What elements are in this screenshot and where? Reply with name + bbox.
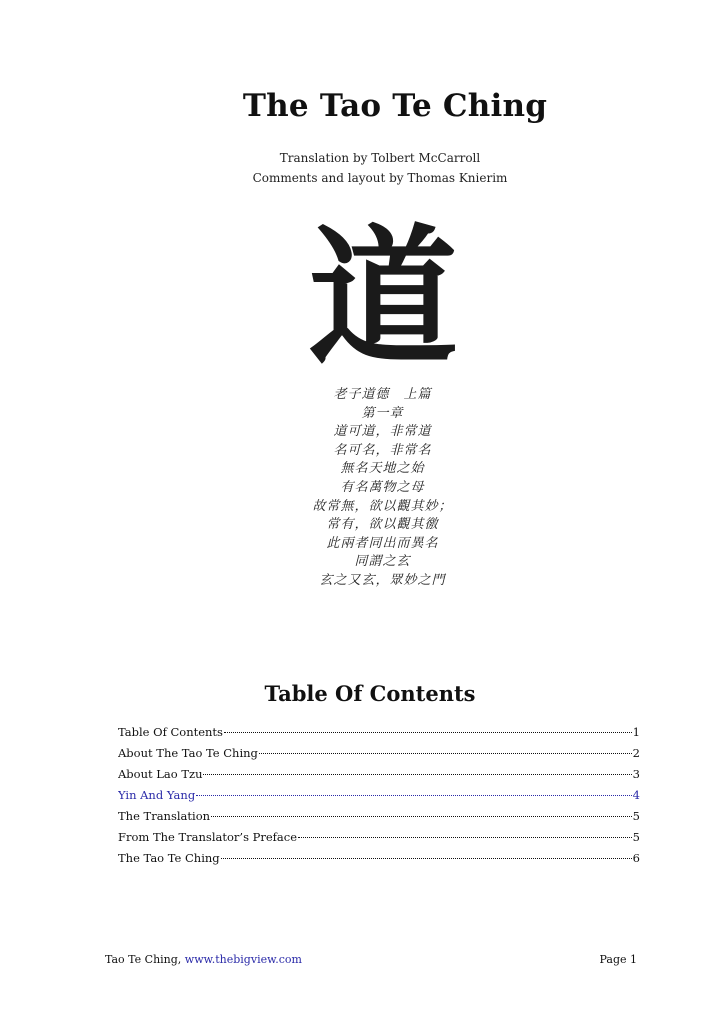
footer-doc-name: Tao Te Ching, — [105, 953, 185, 966]
verse-line: 老子道德 上篇 — [333, 387, 432, 402]
toc-entry-label: From The Translator’s Preface — [118, 830, 298, 844]
verse-line: 第一章 — [361, 405, 404, 421]
toc-entry-label: Yin And Yang — [118, 788, 196, 802]
verse-line: 道可道，非常道 — [333, 424, 432, 440]
translation-credit: Translation by Tolbert McCarroll — [279, 151, 481, 165]
toc-entry-table-of-contents[interactable] — [118, 725, 640, 746]
footer-page-number: Page 1 — [599, 953, 637, 966]
dot-leader — [196, 795, 631, 796]
toc-heading: Table Of Contents — [264, 681, 476, 706]
toc-entry-label: The Tao Te Ching — [118, 851, 220, 865]
table-of-contents — [118, 725, 640, 872]
toc-entry-yin-and-yang[interactable] — [118, 788, 640, 809]
verse-line: 玄之又玄，眾妙之門 — [319, 572, 446, 588]
toc-entry-about-tao-te-ching[interactable] — [118, 746, 640, 767]
dot-leader — [259, 753, 632, 754]
toc-entry-page: 3 — [632, 767, 640, 781]
dot-leader — [221, 858, 632, 859]
verse-line: 此兩者同出而異名 — [326, 535, 439, 551]
toc-entry-page: 5 — [632, 830, 640, 844]
verse-line: 有名萬物之母 — [340, 479, 425, 495]
toc-entry-page: 2 — [632, 746, 640, 760]
page-footer — [105, 953, 637, 966]
toc-entry-label: Table Of Contents — [118, 725, 223, 739]
document-title: The Tao Te Ching — [242, 88, 548, 124]
dot-leader — [224, 732, 632, 733]
toc-entry-the-translation[interactable] — [118, 809, 640, 830]
toc-entry-page: 6 — [632, 851, 640, 865]
verse-line: 常有，欲以觀其徼 — [326, 517, 439, 533]
toc-entry-label: About Lao Tzu — [118, 767, 203, 781]
toc-entry-page: 4 — [632, 788, 640, 802]
tao-calligraphy-image: 道 — [307, 210, 458, 386]
verse-line: 名可名，非常名 — [333, 442, 432, 458]
toc-entry-translators-preface[interactable] — [118, 830, 640, 851]
verse-line: 同謂之玄 — [354, 554, 411, 570]
toc-entry-about-lao-tzu[interactable] — [118, 767, 640, 788]
toc-entry-page: 1 — [632, 725, 640, 739]
toc-entry-the-tao-te-ching[interactable] — [118, 851, 640, 872]
toc-entry-label: The Translation — [118, 809, 211, 823]
chinese-verse-image — [300, 386, 465, 591]
dot-leader — [298, 837, 632, 838]
verse-line: 無名天地之始 — [340, 461, 425, 477]
toc-entry-page: 5 — [632, 809, 640, 823]
dot-leader — [203, 774, 631, 775]
dot-leader — [211, 816, 632, 817]
comments-credit: Comments and layout by Thomas Knierim — [252, 171, 508, 185]
footer-url-link[interactable]: www.thebigview.com — [184, 953, 302, 966]
toc-entry-label: About The Tao Te Ching — [118, 746, 258, 760]
verse-line: 故常無，欲以觀其妙； — [312, 498, 453, 514]
